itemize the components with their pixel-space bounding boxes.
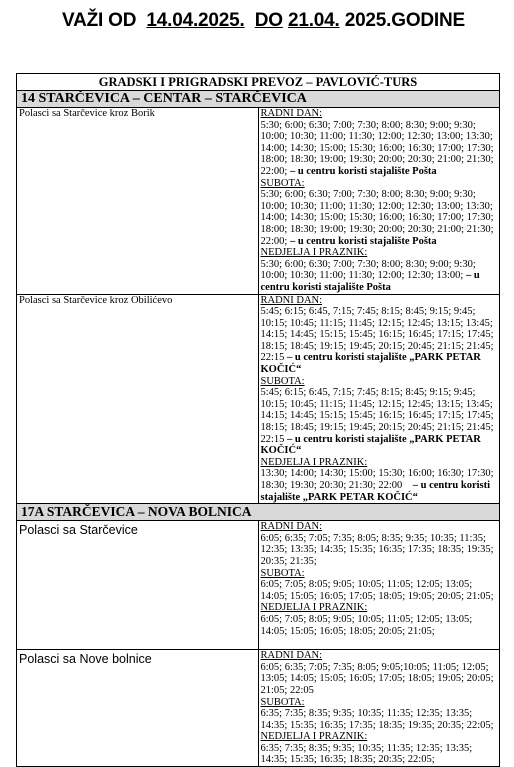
schedule-cell xyxy=(258,650,500,767)
timetable xyxy=(16,73,500,767)
schedule-times: 5:45; 6:15; 6:45, 7:15; 7:45; 8:15; 8:45; 9:15; 9:45; 10:15; 10:45; 11:15; 11:45; 12:15; 12:45; 13:15; 13:45; 14:15; 14:45; 15:15; 15:45; 16:15; 16:45; 17:15; 17:45; 18:15; 18:45; 19:15; 19:45; 20:15; 20:45; 21:15; 21:45; 22:15 – u centru koristi stajalište „PARK PETAR KOČIĆ“ xyxy=(260,306,494,376)
section-label: RADNI DAN: xyxy=(260,108,323,119)
schedule-times: 5:45; 6:15; 6:45, 7:15; 7:45; 8:15; 8:45; 9:15; 9:45; 10:15; 10:45; 11:15; 11:45; 12:15; 12:45; 13:15; 13:45; 14:15; 14:45; 15:15; 15:45; 16:15; 16:45; 17:15; 17:45; 18:15; 18:45; 19:15; 19:45; 20:15; 20:45; 21:15; 21:45; 22:15 – u centru koristi stajalište „PARK PETAR KOČIĆ“ xyxy=(260,387,494,457)
schedule-times: 6:05; 6:35; 7:05; 7:35; 8:05; 9:05;10:05; 11:05; 12:05; 13:05; 14:05; 15:05; 16:05; 17:05; 18:05; 19:05; 20:05; 21:05; 22:05 xyxy=(260,661,494,696)
departure-label: Polasci sa Nove bolnice xyxy=(17,650,259,767)
validity-prefix: VAŽI OD xyxy=(62,10,137,31)
schedule-times: 6:35; 7:35; 8:35; 9:35; 10:35; 11:35; 12:35; 13:35; 14:35; 15:35; 16:35; 17:35; 18:35; 19:35; 20:35; 22:05; xyxy=(260,708,494,731)
date-to: 21.04. xyxy=(287,10,340,31)
schedule-times: 5:30; 6:00; 6:30; 7:00; 7:30; 8:00; 8:30; 9:00; 9:30; 10:00; 10:30; 11:00; 11:30; 12:00; 12:30; 13:00; – u centru koristi stajalište Pošta xyxy=(260,258,480,293)
stop-note: – u centru koristi stajalište Pošta xyxy=(260,270,480,293)
section-label: RADNI DAN: xyxy=(260,294,323,306)
schedule-times: 13:30; 14:00; 14:30; 15:00; 15:30; 16:00; 16:30; 17:30; 18:30; 19:30; 20:30; 21:30; 22:00 – u centru koristi stajalište „PARK PETAR KOČIĆ“ xyxy=(260,468,494,503)
departure-label: Polasci sa Starčevice kroz Borik xyxy=(17,108,259,295)
schedule-times: 6:05; 7:05; 8:05; 9:05; 10:05; 11:05; 12:05; 13:05; 14:05; 15:05; 16:05; 17:05; 18:05; 19:05; 20:05; 21:05; xyxy=(260,579,494,602)
section-label: RADNI DAN: xyxy=(260,521,323,533)
table-row xyxy=(17,521,500,650)
departure-label: Polasci sa Starčevice xyxy=(17,521,259,650)
schedule-times: 6:05; 7:05; 8:05; 9:05; 10:05; 11:05; 12:05; 13:05; 14:05; 15:05; 16:05; 18:05; 20:05; 21:05; xyxy=(260,613,473,637)
schedule-cell xyxy=(258,294,500,504)
section-label: NEDJELJA I PRAZNIK: xyxy=(260,731,368,743)
section-label: NEDJELJA I PRAZNIK: xyxy=(260,602,368,614)
schedule-times: 5:30; 6:00; 6:30; 7:00; 7:30; 8:00; 8:30; 9:00; 9:30; 10:00; 10:30; 11:00; 11:30; 12:00; 12:30; 13:00; 13:30; 14:00; 14:30; 15:00; 15:30; 16:00; 16:30; 17:00; 17:30; 18:00; 18:30; 19:00; 19:30; 20:00; 20:30; 21:00; 21:30; 22:00; – u centru koristi stajalište Pošta xyxy=(260,119,494,177)
table-row xyxy=(17,294,500,504)
section-label: NEDJELJA I PRAZNIK: xyxy=(260,247,368,259)
stop-note: – u centru koristi stajalište „PARK PETAR KOČIĆ“ xyxy=(260,433,481,457)
departure-label: Polasci sa Starčevice kroz Obilićevo xyxy=(17,294,259,504)
validity-middle: DO xyxy=(254,10,283,31)
company-name: GRADSKI I PRIGRADSKI PREVOZ – PAVLOVIĆ-TURS xyxy=(17,74,500,91)
table-row xyxy=(17,108,500,295)
section-label: RADNI DAN: xyxy=(260,650,323,662)
section-label: SUBOTA: xyxy=(260,696,305,708)
schedule-times: 6:35; 7:35; 8:35; 9:35; 10:35; 11:35; 12:35; 13:35; 14:35; 15:35; 16:35; 18:35; 20:35; 22:05; xyxy=(260,742,473,766)
section-label: NEDJELJA I PRAZNIK: xyxy=(260,456,368,468)
spacer xyxy=(261,637,498,649)
schedule-times: 5:30; 6:00; 6:30; 7:00; 7:30; 8:00; 8:30; 9:00; 9:30; 10:00; 10:30; 11:00; 11:30; 12:00; 12:30; 13:00; 13:30; 14:00; 14:30; 15:00; 15:30; 16:00; 16:30; 17:00; 17:30; 18:00; 18:30; 19:00; 19:30; 20:00; 20:30; 21:00; 21:30; 22:00; – u centru koristi stajalište Pošta xyxy=(260,189,494,247)
stop-note: – u centru koristi stajalište Pošta xyxy=(289,165,437,177)
schedule-cell xyxy=(258,108,500,295)
date-from: 14.04.2025. xyxy=(146,10,245,31)
validity-header xyxy=(62,10,502,32)
schedule-times: 6:05; 6:35; 7:05; 7:35; 8:05; 8:35; 9:35; 10:35; 11:35; 12:35; 13:35; 14:35; 15:35; 16:35; 17:35; 18:35; 19:35; 20:35; 21:35; xyxy=(260,532,494,567)
section-label: SUBOTA: xyxy=(260,375,305,387)
stop-note: – u centru koristi stajalište „PARK PETAR KOČIĆ“ xyxy=(260,352,481,376)
schedule-cell xyxy=(258,521,500,650)
stop-note: – u centru koristi stajalište Pošta xyxy=(289,235,437,247)
section-label: SUBOTA: xyxy=(260,177,305,189)
validity-suffix: 2025.GODINE xyxy=(344,10,466,31)
table-row xyxy=(17,650,500,767)
route-14-title: 14 STARČEVICA – CENTAR – STARČEVICA xyxy=(17,91,500,108)
stop-note: – u centru koristi stajalište „PARK PETAR KOČIĆ“ xyxy=(260,480,491,503)
route-17a-title: 17A STARČEVICA – NOVA BOLNICA xyxy=(17,504,500,521)
section-label: SUBOTA: xyxy=(260,567,305,579)
